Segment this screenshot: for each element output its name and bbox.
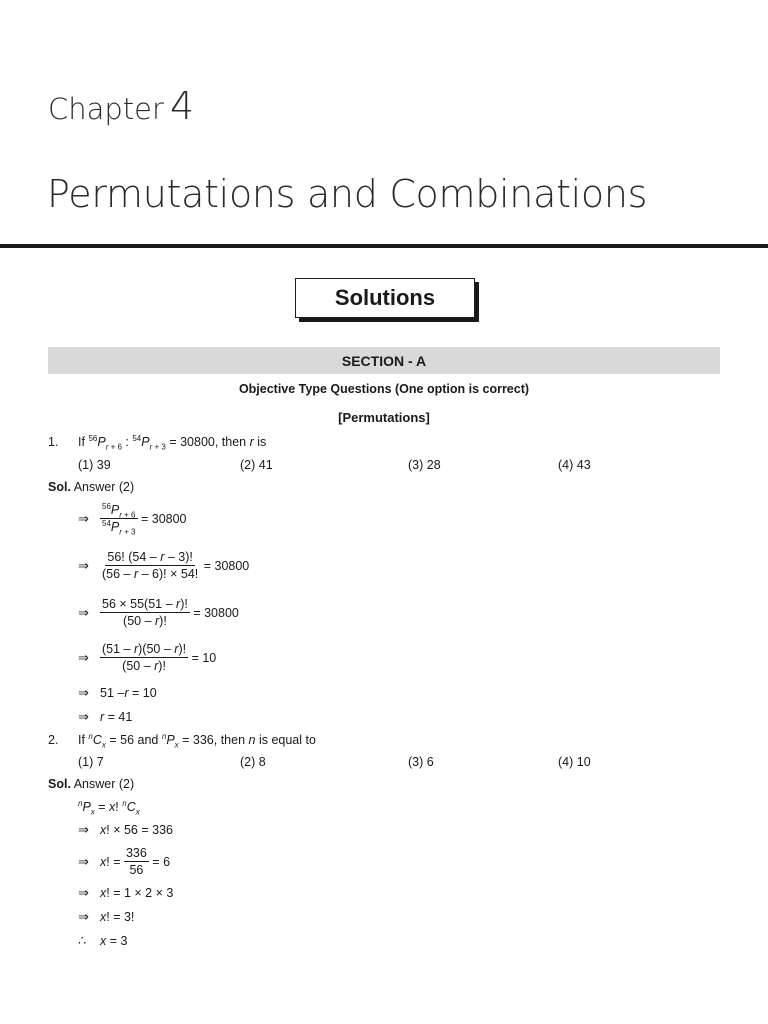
question-2-text: If $^nC_x = 56$ and $^nP_x = 336$, then n is equal to [78,731,316,750]
page-title: Permutations and Combinations [47,172,648,216]
question-1-text: If $^{56}P_{r + 6}$ : $^{54}P_{r + 3} = 30800$, then r is [78,433,267,452]
q1-step-6: ⇒ r = 41 [78,709,133,724]
q1-step-2: ⇒ $\frac{56! (54 - r - 3)!}{(56 - r - 6)! \times 54!}$ = 30800 [78,550,250,581]
q2-step-5: ⇒ x ! = 3! [78,909,135,924]
q2-step-4: ⇒ x ! = 1 × 2 × 3 [78,885,174,900]
question-1-number: 1. [48,435,59,449]
question-2-number: 2. [48,733,59,747]
chapter-number: 4 [169,84,195,128]
q2-option-3: (3) 6 [408,755,434,769]
q1-step-3: ⇒ $\frac{56 \times 55(51 - r)!}{(50 - r)!}$ = 30800 [78,597,239,628]
topic-label: [Permutations] [338,410,430,425]
q2-step-3: ⇒ x! = $\frac{336}{56}$ = 6 [78,846,171,877]
q2-step-2: ⇒ x ! × 56 = 336 [78,822,173,837]
q1-option-1: (1) 39 [78,458,111,472]
question-type: Objective Type Questions (One option is correct) [238,382,530,396]
q1-step-4: ⇒ $\frac{(51 - r)(50 - r)!}{(50 - r)!}$ = 10 [78,642,217,673]
q2-option-1: (1) 7 [78,755,104,769]
q1-option-2: (2) 41 [240,458,273,472]
q1-step-5: ⇒ 51 – r = 10 [78,685,157,700]
q2-step-6: ∴ x = 3 [78,933,128,948]
q1-solution-label: Sol. Answer (2) [48,480,135,494]
q1-step-1: ⇒ $\frac{^{56}P_{r + 6}}{^{54}P_{r + 3}}$ = 30800 [78,501,187,537]
solutions-box: Solutions [295,278,475,318]
section-bar: SECTION - A [48,347,720,374]
q2-step-1: $^nP_x = x$! $^nC_x$ [78,798,140,817]
q2-solution-label: Sol. Answer (2) [48,777,135,791]
q2-option-2: (2) 8 [240,755,266,769]
q1-option-4: (4) 43 [558,458,591,472]
chapter-heading: Chapter 4 [48,84,195,128]
q2-option-4: (4) 10 [558,755,591,769]
q1-option-3: (3) 28 [408,458,441,472]
title-rule [0,244,768,248]
